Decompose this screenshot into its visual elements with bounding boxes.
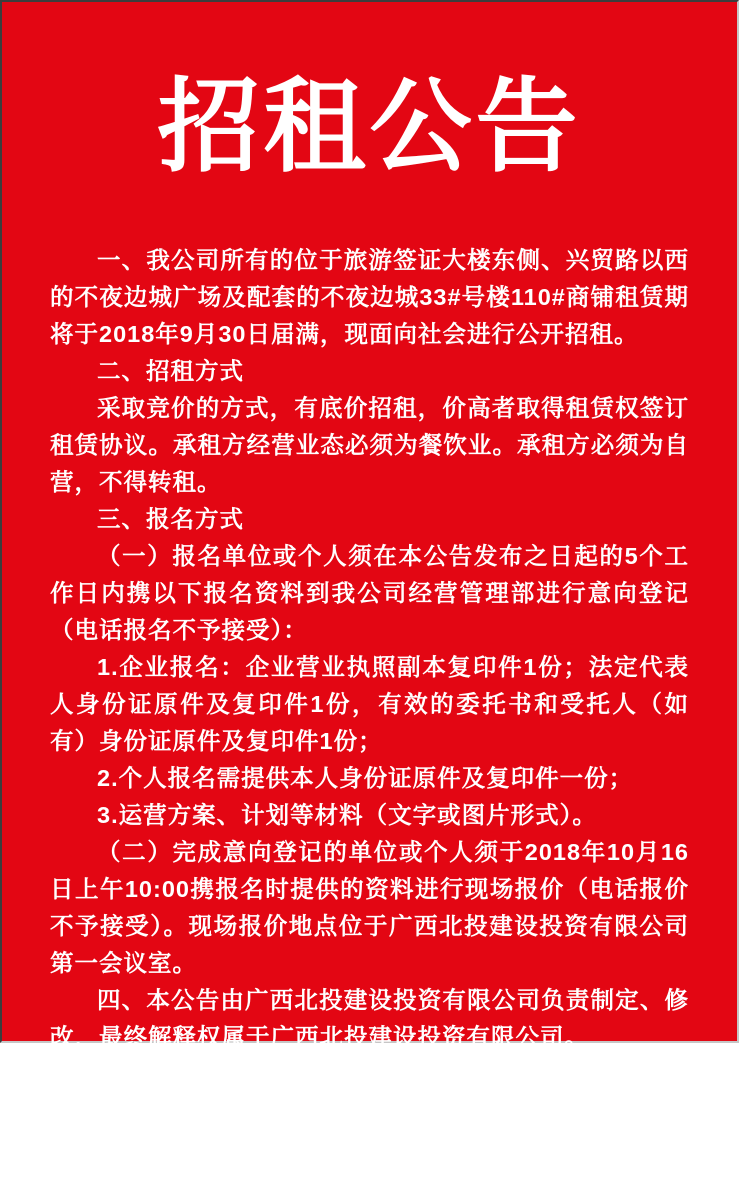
paragraph-section-3-heading: 三、报名方式 xyxy=(97,506,244,532)
poster-title: 招租公告 xyxy=(157,72,582,185)
paragraph-item-3-plan: 3.运营方案、计划等材料（文字或图片形式）。 xyxy=(97,802,597,828)
signature-block xyxy=(2,1109,737,1181)
paragraph-bidding-rules: （二）完成意向登记的单位或个人须于2018年10月16日上午10:00携报名时提供的资料进行现场报价（电话报价不予接受）。现场报价地点位于广西北投建设投资有限公司第一会议室。 xyxy=(50,839,689,976)
paragraph-item-1-company: 1.企业报名：企业营业执照副本复印件1份；法定代表人身份证原件及复印件1份，有效的委托书和受托人（如有）身份证原件及复印件1份； xyxy=(50,654,689,754)
paragraph-section-2-body: 采取竞价的方式，有底价招租，价高者取得租赁权签订租赁协议。承租方经营业态必须为餐饮业。承租方必须为自营，不得转租。 xyxy=(50,395,689,495)
paragraph-section-1-intro: 一、我公司所有的位于旅游签证大楼东侧、兴贸路以西的不夜边城广场及配套的不夜边城33#号楼110#商铺租赁期将于2018年9月30日届满，现面向社会进行公开招租。 xyxy=(50,247,689,347)
contact-line xyxy=(50,1056,689,1093)
contact-phone: 0770-6291633 xyxy=(414,1061,579,1087)
paragraph-registration-rules: （一）报名单位或个人须在本公告发布之日起的5个工作日内携以下报名资料到我公司经营管理部进行意向登记（电话报名不予接受）： xyxy=(50,543,689,643)
paragraph-item-2-individual: 2.个人报名需提供本人身份证原件及复印件一份； xyxy=(97,765,634,791)
paragraph-section-2-heading: 二、招租方式 xyxy=(97,358,244,384)
signature-company: 广西北投建设投资有限公司 xyxy=(385,1113,685,1140)
contact-person: 李先生 xyxy=(195,1061,269,1087)
signature-inner xyxy=(385,1109,685,1181)
contact-phone-label: 联系电话： xyxy=(292,1061,415,1087)
paragraph-section-4-rights: 四、本公告由广西北投建设投资有限公司负责制定、修改，最终解释权属于广西北投建设投资有限公司。 xyxy=(50,987,689,1050)
contact-person-label: 联系人： xyxy=(97,1061,195,1087)
poster-body xyxy=(50,242,689,1093)
signature-date: 2018年9月30日 xyxy=(447,1149,623,1176)
